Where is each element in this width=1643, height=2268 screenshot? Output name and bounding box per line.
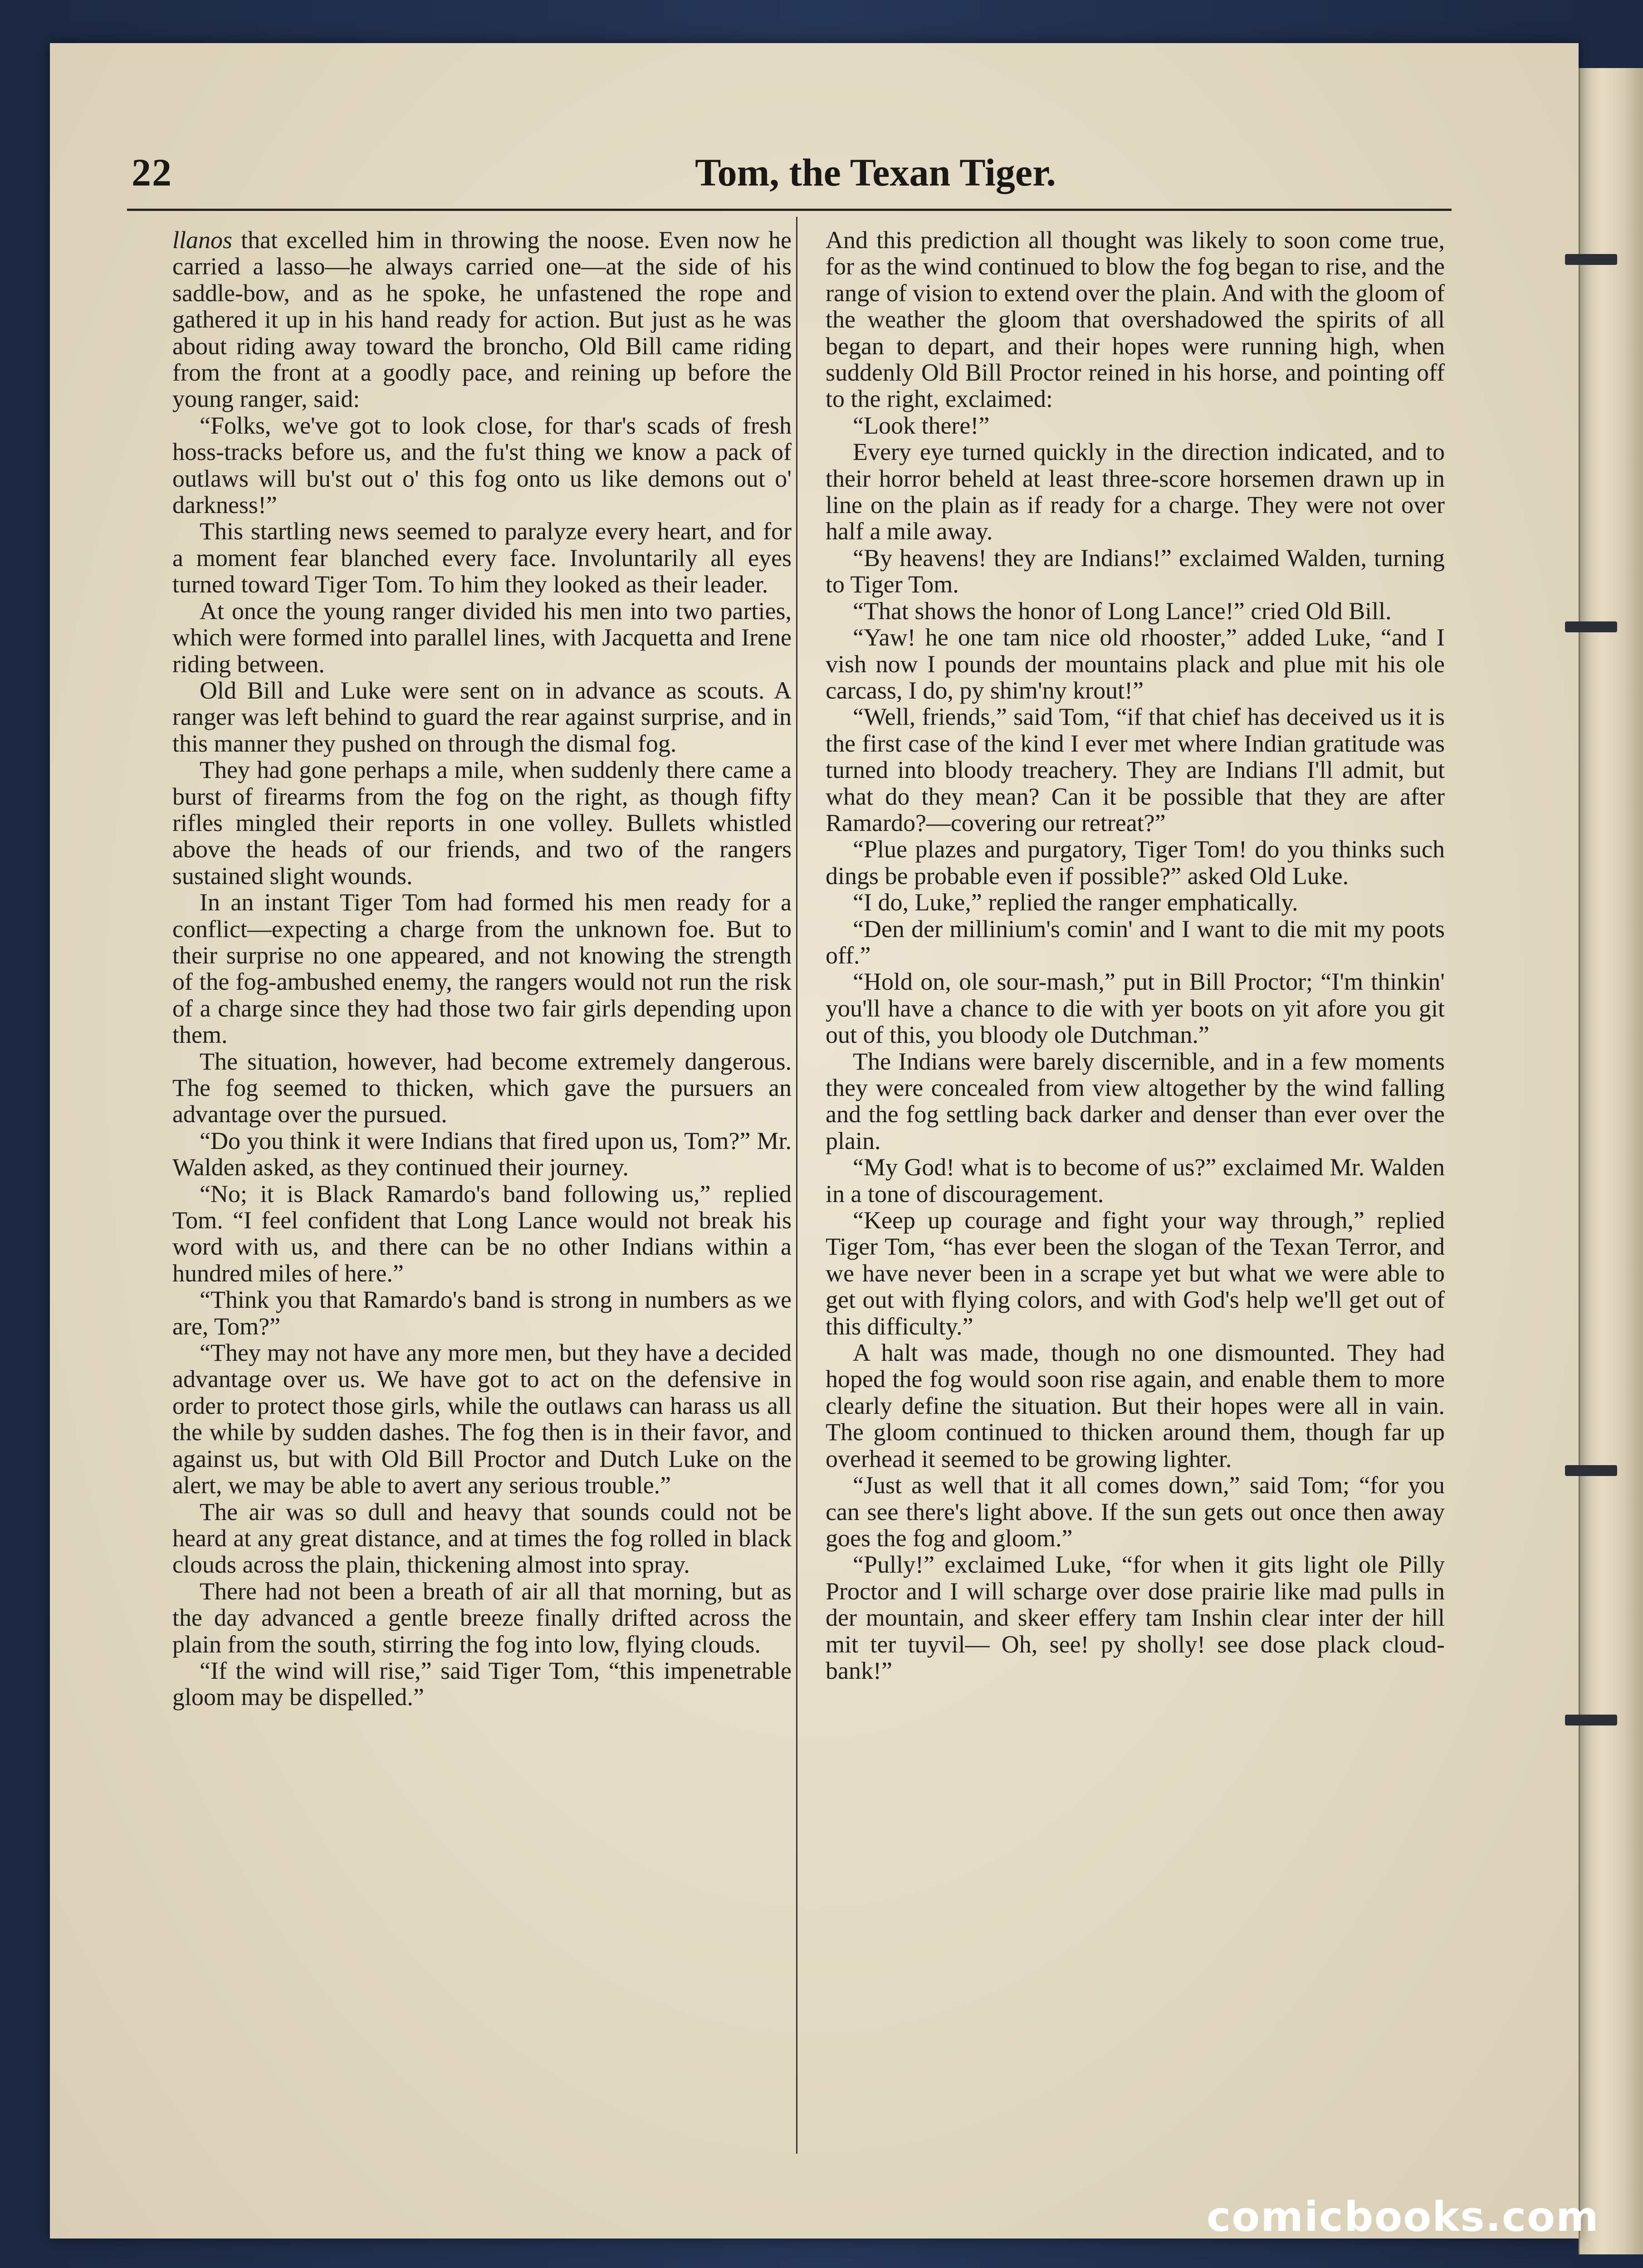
paragraph: Old Bill and Luke were sent on in advance as scouts. A ranger was left behind to guard the rear against surprise, and in this manner they pushed on through the dismal fog.: [172, 676, 792, 757]
staple-mark: [1565, 254, 1617, 265]
paragraph: In an instant Tiger Tom had formed his men ready for a conflict—expecting a charge from the unknown foe. But to their surprise no one appeared, and not knowing the strength of the fog-ambushed enemy, the rangers would not run the risk of a charge since they had those two fair girls depending upon them.: [172, 889, 792, 1049]
watermark: comicbooks.com: [1207, 2193, 1599, 2241]
paragraph: There had not been a breath of air all that morning, but as the day advanced a gentle breeze finally drifted across the plain from the south, stirring the fog into low, flying clouds.: [172, 1577, 792, 1658]
binding-spine: [1579, 68, 1643, 2254]
paragraph: “Pully!” exclaimed Luke, “for when it gits light ole Pilly Proctor and I will scharge over dose prairie like mad pulls in der mountain, and skeer effery tam Inshin clear inter der hill mit ter tuyvil— Oh, see! py sholly! see dose plack cloud-bank!”: [826, 1551, 1445, 1684]
paragraph: “Just as well that it all comes down,” said Tom; “for you can see there's light above. If the sun gets out once then away goes the fog and gloom.”: [826, 1471, 1445, 1552]
paragraph: “Look there!”: [853, 411, 990, 439]
paragraph: llanos that excelled him in throwing the noose. Even now he carried a lasso—he always carried one—at the side of his saddle-bow, and as he spoke, he unfastened the rope and gathered it up in his hand ready for action. But just as he was about riding away toward the broncho, Old Bill came riding from the front at a goodly pace, and reining up before the young ranger, said:: [172, 226, 792, 413]
page-title: Tom, the Texan Tiger.: [695, 151, 1056, 194]
paragraph: “No; it is Black Ramardo's band following us,” replied Tom. “I feel confident that Long Lance would not break his word with us, and there can be no other Indians within a hundred miles of here.”: [172, 1180, 792, 1287]
paragraph: “I do, Luke,” replied the ranger emphatically.: [853, 889, 1298, 916]
paragraph: The air was so dull and heavy that sounds could not be heard at any great distance, and at times the fog rolled in black clouds across the plain, thickening almost into spray.: [172, 1498, 792, 1579]
paragraph: At once the young ranger divided his men into two parties, which were formed into parallel lines, with Jacquetta and Irene riding between.: [172, 597, 792, 678]
paragraph: “They may not have any more men, but they have a decided advantage over us. We have got to act on the defensive in order to protect those girls, while the outlaws can harass us all the while by sudden dashes. The fog then is in their favor, and against us, but with Old Bill Proctor and Dutch Luke on the alert, we may be able to avert any serious trouble.”: [172, 1339, 792, 1499]
page-number: 22: [132, 151, 172, 194]
paragraph: The situation, however, had become extremely dangerous. The fog seemed to thicken, which gave the pursuers an advantage over the pursued.: [172, 1047, 792, 1128]
paragraph: “Do you think it were Indians that fired upon us, Tom?” Mr. Walden asked, as they continued their journey.: [172, 1127, 792, 1181]
paragraph: “My God! what is to become of us?” exclaimed Mr. Walden in a tone of discouragement.: [826, 1154, 1445, 1207]
paragraph: “Well, friends,” said Tom, “if that chief has deceived us it is the first case of the kind I ever met where Indian gratitude was turned into bloody treachery. They are Indians I'll admit, but what do they mean? Can it be possible that they are after Ramardo?—covering our retreat?”: [826, 703, 1445, 836]
staple-mark: [1565, 1715, 1617, 1725]
paragraph: “Plue plazes and purgatory, Tiger Tom! do you thinks such dings be probable even if possible?” asked Old Luke.: [826, 836, 1445, 890]
left-text-column: [172, 227, 792, 1711]
paragraph: “Den der millinium's comin' and I want to die mit my poots off.”: [826, 915, 1445, 969]
paragraph: This startling news seemed to paralyze every heart, and for a moment fear blanched every face. Involuntarily all eyes turned toward Tiger Tom. To him they looked as their leader.: [172, 518, 792, 598]
paragraph: A halt was made, though no one dismounted. They had hoped the fog would soon rise again, and enable them to more clearly define the situation. But their hopes were all in vain. The gloom continued to thicken around them, though far up overhead it seemed to be growing lighter.: [826, 1339, 1445, 1472]
paragraph: “By heavens! they are Indians!” exclaimed Walden, turning to Tiger Tom.: [826, 544, 1445, 598]
staple-mark: [1565, 621, 1617, 632]
paragraph: “Yaw! he one tam nice old rhooster,” added Luke, “and I vish now I pounds der mountains plack and plue mit his ole carcass, I do, py shim'ny krout!”: [826, 624, 1445, 704]
paragraph: Every eye turned quickly in the direction indicated, and to their horror beheld at least three-score horsemen drawn up in line on the plain as if ready for a charge. They were not over half a mile away.: [826, 438, 1445, 545]
paragraph: “Folks, we've got to look close, for thar's scads of fresh hoss-tracks before us, and the fu'st thing we know a pack of outlaws will bu'st out o' this fog onto us like demons out o' darkness!”: [172, 411, 792, 519]
column-divider: [796, 217, 797, 2154]
header-rule: [127, 209, 1452, 211]
italic-word: llanos: [172, 226, 233, 254]
paragraph: “That shows the honor of Long Lance!” cried Old Bill.: [853, 597, 1392, 625]
staple-mark: [1565, 1465, 1617, 1476]
paragraph: “Think you that Ramardo's band is strong in numbers as we are, Tom?”: [172, 1286, 792, 1340]
paragraph: They had gone perhaps a mile, when suddenly there came a burst of firearms from the fog on the right, as though fifty rifles mingled their reports in one volley. Bullets whistled above the heads of our friends, and two of the rangers sustained slight wounds.: [172, 756, 792, 890]
paragraph: “Hold on, ole sour-mash,” put in Bill Proctor; “I'm thinkin' you'll have a chance to die with yer boots on yit afore you git out of this, you bloody ole Dutchman.”: [826, 968, 1445, 1049]
paragraph: The Indians were barely discernible, and in a few moments they were concealed from view altogether by the wind falling and the fog settling back darker and denser than ever over the plain.: [826, 1047, 1445, 1154]
paragraph: “Keep up courage and fight your way through,” replied Tiger Tom, “has ever been the slogan of the Texan Terror, and we have never been in a scrape yet but what we were able to get out with flying colors, and with God's help we'll get out of this difficulty.”: [826, 1207, 1445, 1340]
paragraph: “If the wind will rise,” said Tiger Tom, “this impenetrable gloom may be dispelled.”: [172, 1657, 792, 1711]
right-text-column: [826, 227, 1445, 1684]
paragraph: And this prediction all thought was likely to soon come true, for as the wind continued to blow the fog began to rise, and the range of vision to extend over the plain. And with the gloom of the weather the gloom that overshadowed the spirits of all began to depart, and their hopes were running high, when suddenly Old Bill Proctor reined in his horse, and pointing off to the right, exclaimed:: [826, 226, 1445, 413]
